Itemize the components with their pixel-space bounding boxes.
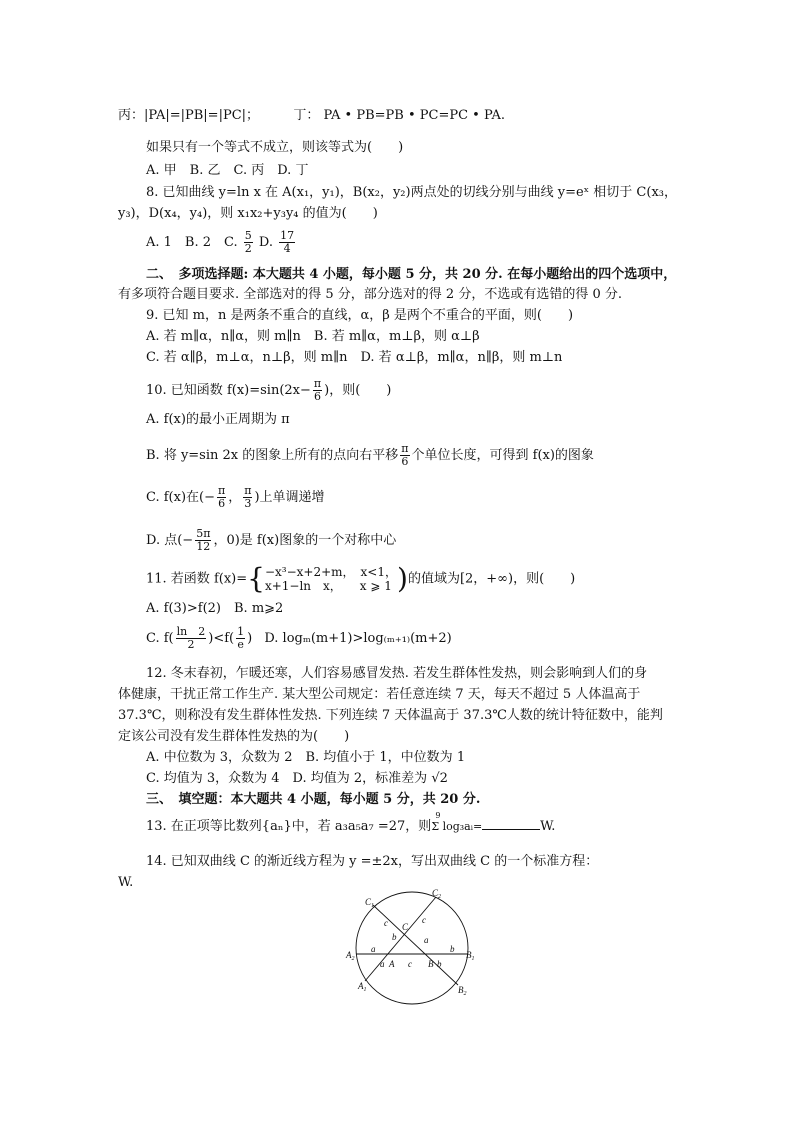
section3-heading: 三、 填空题：本大题共 4 小题，每小题 5 分，共 20 分. [146,792,481,807]
section2-heading-line1: 二、 多项选择题: 本大题共 4 小题，每小题 5 分，共 20 分. 在每小题给出的四个选项中， [146,267,677,282]
label-c2: $C_2$ [432,888,442,900]
q8-frac-d: $\frac{17}{4}$ [280,229,295,255]
svg-text:c: c [384,918,388,928]
label-c1: $C_1$ [365,897,375,909]
q8-options: A. 1 B. 2 C. $\frac{5}{2}$ D. $\frac{17}{4}$ [146,229,295,255]
label-b: B [428,959,434,969]
svg-text:c: c [422,915,426,925]
q12-options-ab: A. 中位数为 3，众数为 2 B. 均值小于 1，中位数为 1 [146,750,466,765]
q8-frac-c: $\frac{5}{2}$ [244,229,252,255]
q7-ding-expr: PA • PB=PB • PC=PC • PA. [323,108,506,123]
q7-options: A. 甲 B. 乙 C. 丙 D. 丁 [146,163,309,178]
q12-options-cd: C. 均值为 3，众数为 4 D. 均值为 2，标准差为 √2 [146,771,448,786]
q8-line2: y₃)，D(x₄，y₄)，则 x₁x₂+y₃y₄ 的值为( ) [118,206,378,221]
q8-line1: 8. 已知曲线 y=ln x 在 A(x₁，y₁)，B(x₂，y₂)两点处的切线分别与曲线 y=eˣ 相切于 C(x₃， [146,185,677,200]
q11-options-cd: C. f( $\frac{\ln 2}{2}$ )<f( $\frac{1}{e}$ ) D. logₘ(m+1)>log₍ₘ₊₁₎(m+2) [146,625,452,651]
label-c: C [402,922,409,932]
svg-text:a: a [371,944,376,954]
q12-line3: 37.3℃，则称没有发生群体性发热. 下列连续 7 天体温高于 37.3℃人数的统计特征数中，能判 [118,708,663,723]
q10-option-a: A. f(x)的最小正周期为 π [146,412,290,427]
q12-line4: 定该公司没有发生群体性发热的为( ) [118,729,350,744]
svg-text:a: a [380,959,385,969]
q9-options-cd: C. 若 α∥β，m⊥α，n⊥β，则 m∥n D. 若 α⊥β，m∥α，n∥β，则 m⊥n [146,350,563,365]
q10-option-d: D. 点(− $\frac{5\pi}{12}$ ，0)是 f(x)图象的一个对称中心 [146,527,397,553]
q11-options-ab: A. f(3)>f(2) B. m⩾2 [146,601,284,616]
figure-chord-c1b2 [373,905,458,985]
q14-line1: 14. 已知双曲线 C 的渐近线方程为 y =±2x，写出双曲线 C 的一个标准方程： [146,854,599,869]
q11-stem: 11. 若函数 f(x)={ −x³−x+2+m， x<1， x+1−ln x， x ⩾ 1 )的值域为[2，+∞)，则( ) [146,562,576,595]
q9-options-ab: A. 若 m∥α，n∥α，则 m∥n B. 若 m∥α，m⊥β，则 α⊥β [146,329,480,344]
q10-stem: 10. 已知函数 f(x)=sin(2x− $\frac{\pi}{6}$ )，则( ) [146,377,392,403]
label-b2: $B_2$ [458,985,467,997]
label-a2: $A_2$ [346,950,355,962]
q7-prompt: 如果只有一个等式不成立，则该等式为( ) [146,140,404,155]
q12-line1: 12. 冬末春初，乍暖还寒，人们容易感冒发热. 若发生群体性发热，则会影响到人们的身 [146,666,648,681]
label-a1: $A_1$ [358,981,367,993]
q7-bing-label: 丙： [118,108,145,123]
svg-text:a: a [424,935,429,945]
svg-text:c: c [408,959,412,969]
q12-line2: 体健康，干扰正常工作生产. 某大型公司规定：若任意连续 7 天，每天不超过 5 人体温高于 [118,687,641,702]
circle-figure [340,888,490,1008]
label-b1: $B_1$ [466,950,475,962]
q14-line2: W. [118,875,134,890]
q10-frac-pi6: $\frac{\pi}{6}$ [313,377,322,403]
q7-line1 [118,107,505,125]
svg-text:b: b [437,959,442,969]
q9-stem: 9. 已知 m，n 是两条不重合的直线，α，β 是两个不重合的平面，则( ) [146,308,574,323]
section2-heading-line2: 有多项符合题目要求. 全部选对的得 5 分，部分选对的得 2 分，不选或有选错的得 0 分. [118,287,623,302]
q13-answer-blank[interactable] [482,817,540,830]
q10-option-c: C. f(x)在(− $\frac{\pi}{6}$ ， $\frac{\pi}{3}$ )上单调递增 [146,484,325,510]
q11-piecewise: −x³−x+2+m， x<1， x+1−ln x， x ⩾ 1 [264,565,397,593]
q13-stem: 13. 在正项等比数列{aₙ}中，若 a₃a₅a₇ =27，则 9 Σ log₃aᵢ= W. [146,811,556,834]
q10-option-b: B. 将 y=sin 2x 的图象上所有的点向右平移 $\frac{\pi}{6}$ 个单位长度，可得到 f(x)的图象 [146,442,594,468]
q7-bing-expr: |PA|=|PB|=|PC|； [144,108,260,123]
label-a: A [389,959,395,969]
svg-text:b: b [392,932,397,942]
q7-ding-label: 丁： [293,108,320,123]
svg-text:b: b [450,944,455,954]
